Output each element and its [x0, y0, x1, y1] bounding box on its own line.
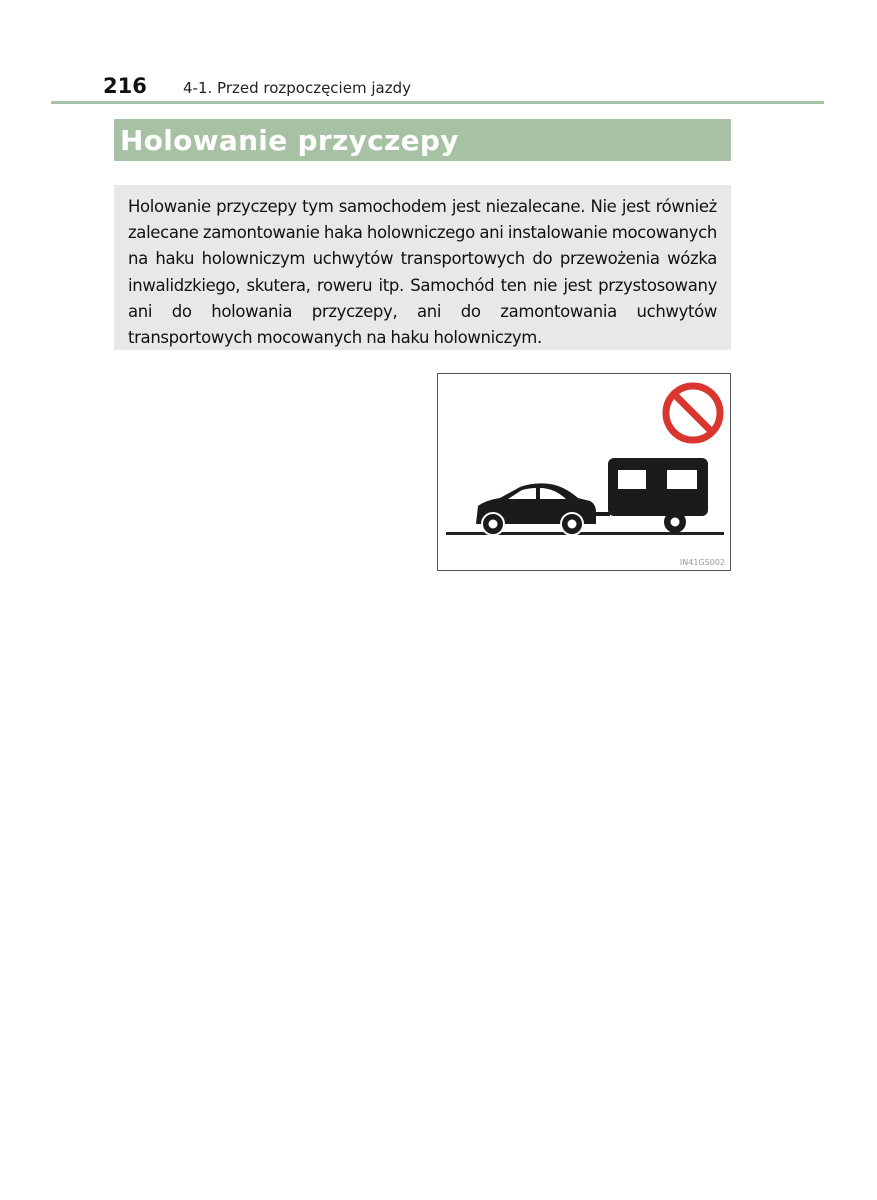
section-title-bar: [114, 119, 731, 161]
page-header: [103, 74, 823, 100]
prohibition-sign-icon: [666, 386, 720, 440]
header-divider: [51, 101, 824, 104]
page-number: 216: [103, 74, 147, 98]
illustration-canvas: [438, 374, 730, 570]
notice-text: Holowanie przyczepy tym samochodem jest niezalecane. Nie jest również zalecane zamontowanie haka holowniczego ani instalowanie mocowanych na haku holowniczym uchwytów transportowych do przewożenia wózka inwalidzkiego, skutera, roweru itp. Samochód ten nie jest przystosowany ani do holowania przyczepy, ani do zamontowania uchwytów transportowych mocowanych na haku holowniczym.: [128, 197, 717, 348]
towing-illustration: [437, 373, 731, 571]
notice-box: [114, 185, 731, 350]
trailer-icon: [588, 458, 708, 533]
section-label: 4-1. Przed rozpoczęciem jazdy: [183, 79, 411, 97]
figure-code: IN41GS002: [679, 558, 725, 567]
section-title: Holowanie przyczepy: [120, 124, 459, 157]
car-icon: [476, 483, 596, 535]
